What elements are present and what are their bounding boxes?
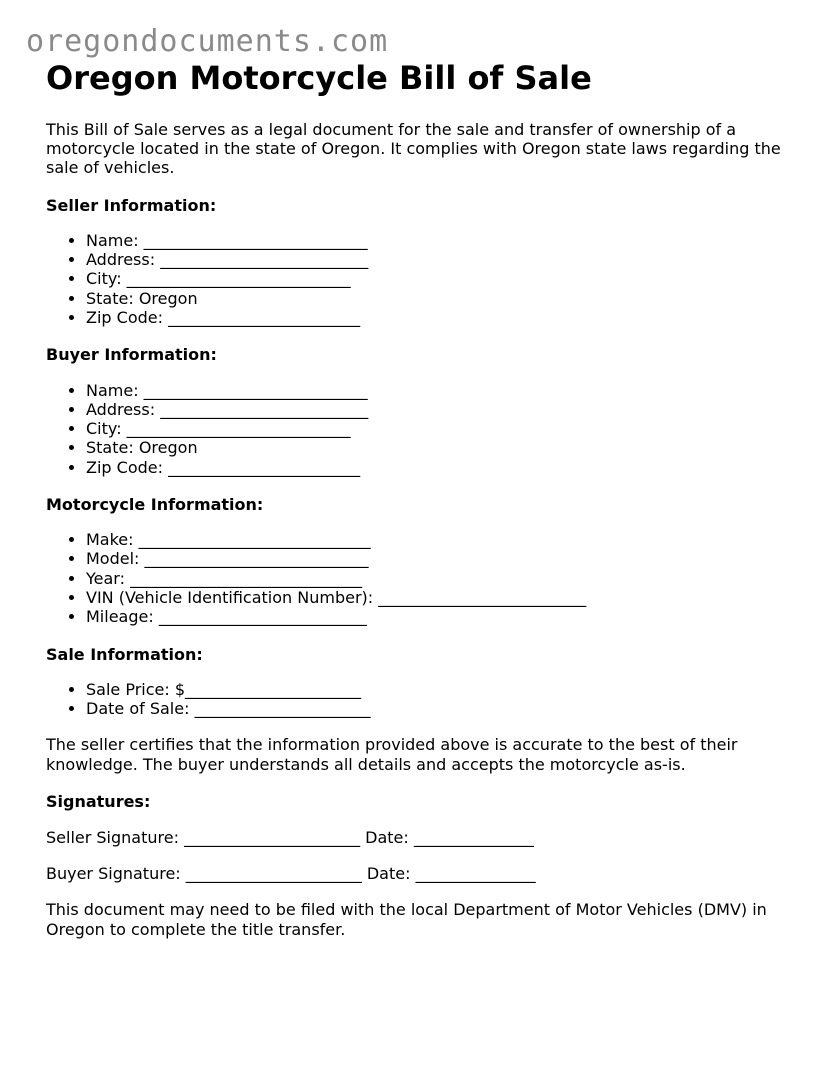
seller-zip-field[interactable]: • Zip Code: ________________________: [86, 308, 786, 327]
seller-name-field[interactable]: • Name: ____________________________: [86, 231, 786, 250]
motorcycle-heading: Motorcycle Information:: [46, 494, 264, 514]
buyer-list: [46, 381, 786, 477]
buyer-state-field: • State: Oregon: [86, 438, 786, 457]
motorcycle-make-field[interactable]: • Make: _____________________________: [86, 530, 786, 549]
document-body: [46, 58, 786, 939]
buyer-signature-line[interactable]: Buyer Signature: ______________________ Date: _______________: [46, 864, 536, 884]
motorcycle-mileage-field[interactable]: • Mileage: __________________________: [86, 607, 786, 626]
sale-heading: Sale Information:: [46, 644, 203, 664]
motorcycle-vin-field[interactable]: • VIN (Vehicle Identification Number): __________________________: [86, 588, 786, 607]
intro-paragraph: This Bill of Sale serves as a legal document for the sale and transfer of ownership of a motorcycle located in the state of Oregon. It complies with Oregon state laws regarding the sale of vehicles.: [46, 120, 781, 178]
seller-address-field[interactable]: • Address: __________________________: [86, 250, 786, 269]
buyer-zip-field[interactable]: • Zip Code: ________________________: [86, 458, 786, 477]
page-title: Oregon Motorcycle Bill of Sale: [46, 59, 592, 97]
motorcycle-year-field[interactable]: • Year: _____________________________: [86, 569, 786, 588]
signatures-heading: Signatures:: [46, 791, 151, 811]
motorcycle-model-field[interactable]: • Model: ____________________________: [86, 549, 786, 568]
closing-paragraph: This document may need to be filed with the local Department of Motor Vehicles (DMV) in Oregon to complete the title transfer.: [46, 900, 767, 939]
seller-city-field[interactable]: • City: ____________________________: [86, 269, 786, 288]
buyer-address-field[interactable]: • Address: __________________________: [86, 400, 786, 419]
seller-list: [46, 231, 786, 327]
seller-heading: Seller Information:: [46, 195, 217, 215]
buyer-name-field[interactable]: • Name: ____________________________: [86, 381, 786, 400]
motorcycle-list: [46, 530, 786, 626]
watermark-text: oregondocuments.com: [26, 24, 389, 59]
seller-state-field: • State: Oregon: [86, 289, 786, 308]
sale-date-field[interactable]: • Date of Sale: ______________________: [86, 699, 786, 718]
sale-list: [46, 680, 786, 719]
buyer-city-field[interactable]: • City: ____________________________: [86, 419, 786, 438]
buyer-heading: Buyer Information:: [46, 345, 217, 365]
certification-paragraph: The seller certifies that the information provided above is accurate to the best of their knowledge. The buyer understands all details and accepts the motorcycle as-is.: [46, 735, 738, 774]
seller-signature-line[interactable]: Seller Signature: ______________________ Date: _______________: [46, 828, 534, 848]
sale-price-field[interactable]: • Sale Price: $______________________: [86, 680, 786, 699]
